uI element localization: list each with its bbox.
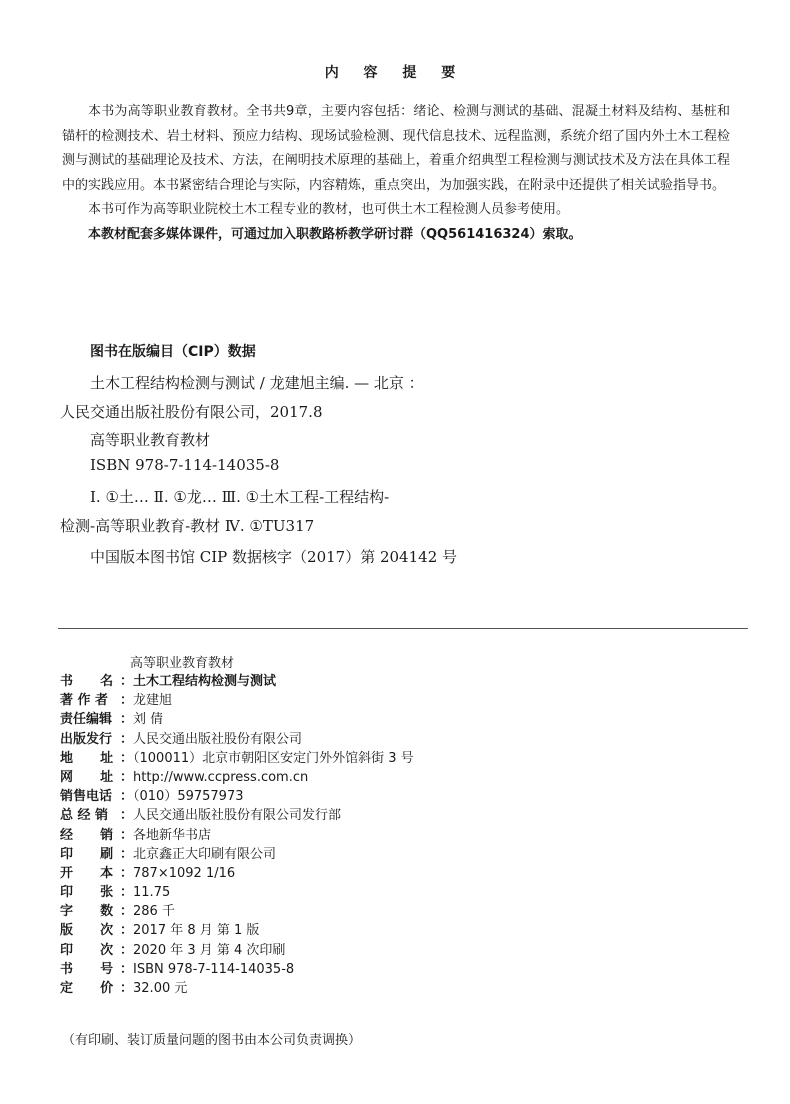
imprint-table xyxy=(60,672,414,998)
quality-notice: （有印刷、装订质量问题的图书由本公司负责调换） xyxy=(62,1033,362,1048)
imprint-row xyxy=(60,921,414,940)
imprint-row xyxy=(60,941,414,960)
abstract-paragraph: 本书为高等职业教育教材。全书共9章，主要内容包括：绪论、检测与测试的基础、混凝土材料及结构、基桩和锚杆的检测技术、岩土材料、预应力结构、现场试验检测、现代信息技术、远程监测，系统介绍了国内外土木工程检测与测试的基础理论及技术、方法，在阐明技术原理的基础上，着重介绍典型工程检测与测试技术及方法在具体工程中的实践应用。本书紧密结合理论与实际，内容精炼，重点突出，为加强实践，在附录中还提供了相关试验指导书。 xyxy=(62,104,730,193)
imprint-colon: ： xyxy=(120,846,134,862)
abstract-paragraph-courseware: 本教材配套多媒体课件，可通过加入职教路桥教学研讨群（QQ561416324）索取。 xyxy=(88,226,582,242)
cip-line: 中国版本图书馆 CIP 数据核字（2017）第 204142 号 xyxy=(90,548,458,566)
imprint-value: http://www.ccpress.com.cn xyxy=(133,769,309,785)
imprint-label: 网 址 xyxy=(60,769,114,785)
imprint-label: 地 址 xyxy=(60,750,114,766)
imprint-value: 刘 倩 xyxy=(133,712,164,728)
imprint-value: （100011）北京市朝阳区安定门外外馆斜街 3 号 xyxy=(133,750,414,766)
imprint-value: 32.00 元 xyxy=(133,981,188,996)
series-name: 高等职业教育教材 xyxy=(130,656,235,671)
imprint-value: 人民交通出版社股份有限公司发行部 xyxy=(133,808,342,824)
imprint-value: 2020 年 3 月 第 4 次印刷 xyxy=(133,942,286,958)
cip-line: 人民交通出版社股份有限公司，2017.8 xyxy=(60,403,323,421)
imprint-label: 出版发行 xyxy=(60,731,113,747)
imprint-label: 书 名 xyxy=(60,674,114,689)
abstract-section xyxy=(62,100,730,247)
cip-heading: 图书在版编目（CIP）数据 xyxy=(90,344,256,360)
imprint-row xyxy=(60,902,414,921)
imprint-label: 书 号 xyxy=(60,961,114,977)
imprint-row xyxy=(60,826,414,845)
imprint-row xyxy=(60,845,414,864)
imprint-label: 印 刷 xyxy=(60,846,114,862)
cip-line: ISBN 978-7-114-14035-8 xyxy=(90,456,280,474)
imprint-value: 各地新华书店 xyxy=(133,827,212,843)
divider xyxy=(58,628,748,629)
imprint-value: 286 千 xyxy=(133,904,175,920)
imprint-colon: ： xyxy=(120,712,134,728)
imprint-label: 著 作 者 xyxy=(60,693,109,709)
imprint-label: 责任编辑 xyxy=(60,712,113,728)
imprint-label: 经 销 xyxy=(60,827,114,843)
imprint-row xyxy=(60,749,414,768)
imprint-value: 人民交通出版社股份有限公司 xyxy=(133,731,303,747)
imprint-value: 龙建旭 xyxy=(133,693,173,709)
imprint-row xyxy=(60,806,414,825)
imprint-label: 印 张 xyxy=(60,885,114,901)
imprint-value: 北京鑫正大印刷有限公司 xyxy=(133,846,277,862)
imprint-label: 字 数 xyxy=(60,904,114,920)
imprint-colon: ： xyxy=(120,923,134,939)
imprint-colon: ： xyxy=(120,942,134,958)
imprint-row xyxy=(60,691,414,710)
imprint-value: 11.75 xyxy=(133,885,171,901)
abstract-paragraph: 本书可作为高等职业院校土木工程专业的教材，也可供土木工程检测人员参考使用。 xyxy=(88,202,570,217)
imprint-label: 开 本 xyxy=(60,865,114,881)
imprint-value: （010）59757973 xyxy=(133,789,244,805)
imprint-row xyxy=(60,864,414,883)
cip-line: 土木工程结构检测与测试 / 龙建旭主编. — 北京 ： xyxy=(90,374,424,392)
imprint-value: 土木工程结构检测与测试 xyxy=(133,674,277,689)
imprint-row xyxy=(60,883,414,902)
imprint-colon: ： xyxy=(120,731,134,747)
imprint-colon: ： xyxy=(120,827,134,843)
imprint-label: 销售电话 xyxy=(60,789,113,805)
imprint-colon: ： xyxy=(120,808,134,824)
imprint-value: 2017 年 8 月 第 1 版 xyxy=(133,923,260,939)
cip-line: 检测-高等职业教育-教材 Ⅳ. ①TU317 xyxy=(60,517,315,535)
imprint-colon: ： xyxy=(120,961,134,977)
imprint-colon: ： xyxy=(120,904,134,920)
imprint-colon: ： xyxy=(120,789,134,805)
imprint-colon: ： xyxy=(120,750,134,766)
imprint-row xyxy=(60,787,414,806)
imprint-label: 版 次 xyxy=(60,923,114,939)
cip-line: 高等职业教育教材 xyxy=(90,431,211,449)
imprint-colon: ： xyxy=(120,885,134,901)
imprint-colon: ： xyxy=(120,674,134,689)
imprint-row xyxy=(60,672,414,691)
imprint-value: 787×1092 1/16 xyxy=(133,865,236,881)
imprint-colon: ： xyxy=(120,769,134,785)
imprint-colon: ： xyxy=(120,865,134,881)
imprint-label: 总 经 销 xyxy=(60,808,109,824)
imprint-row xyxy=(60,710,414,729)
imprint-label: 印 次 xyxy=(60,942,114,958)
imprint-row xyxy=(60,730,414,749)
imprint-colon: ： xyxy=(120,981,134,996)
page-title: 内 容 提 要 xyxy=(324,65,466,81)
imprint-value: ISBN 978-7-114-14035-8 xyxy=(133,961,295,977)
imprint-label: 定 价 xyxy=(60,981,114,996)
imprint-row xyxy=(60,979,414,998)
imprint-colon: ： xyxy=(120,693,134,709)
imprint-row xyxy=(60,960,414,979)
cip-line: Ⅰ. ①土… Ⅱ. ①龙… Ⅲ. ①土木工程-工程结构- xyxy=(90,488,390,506)
imprint-row xyxy=(60,768,414,787)
